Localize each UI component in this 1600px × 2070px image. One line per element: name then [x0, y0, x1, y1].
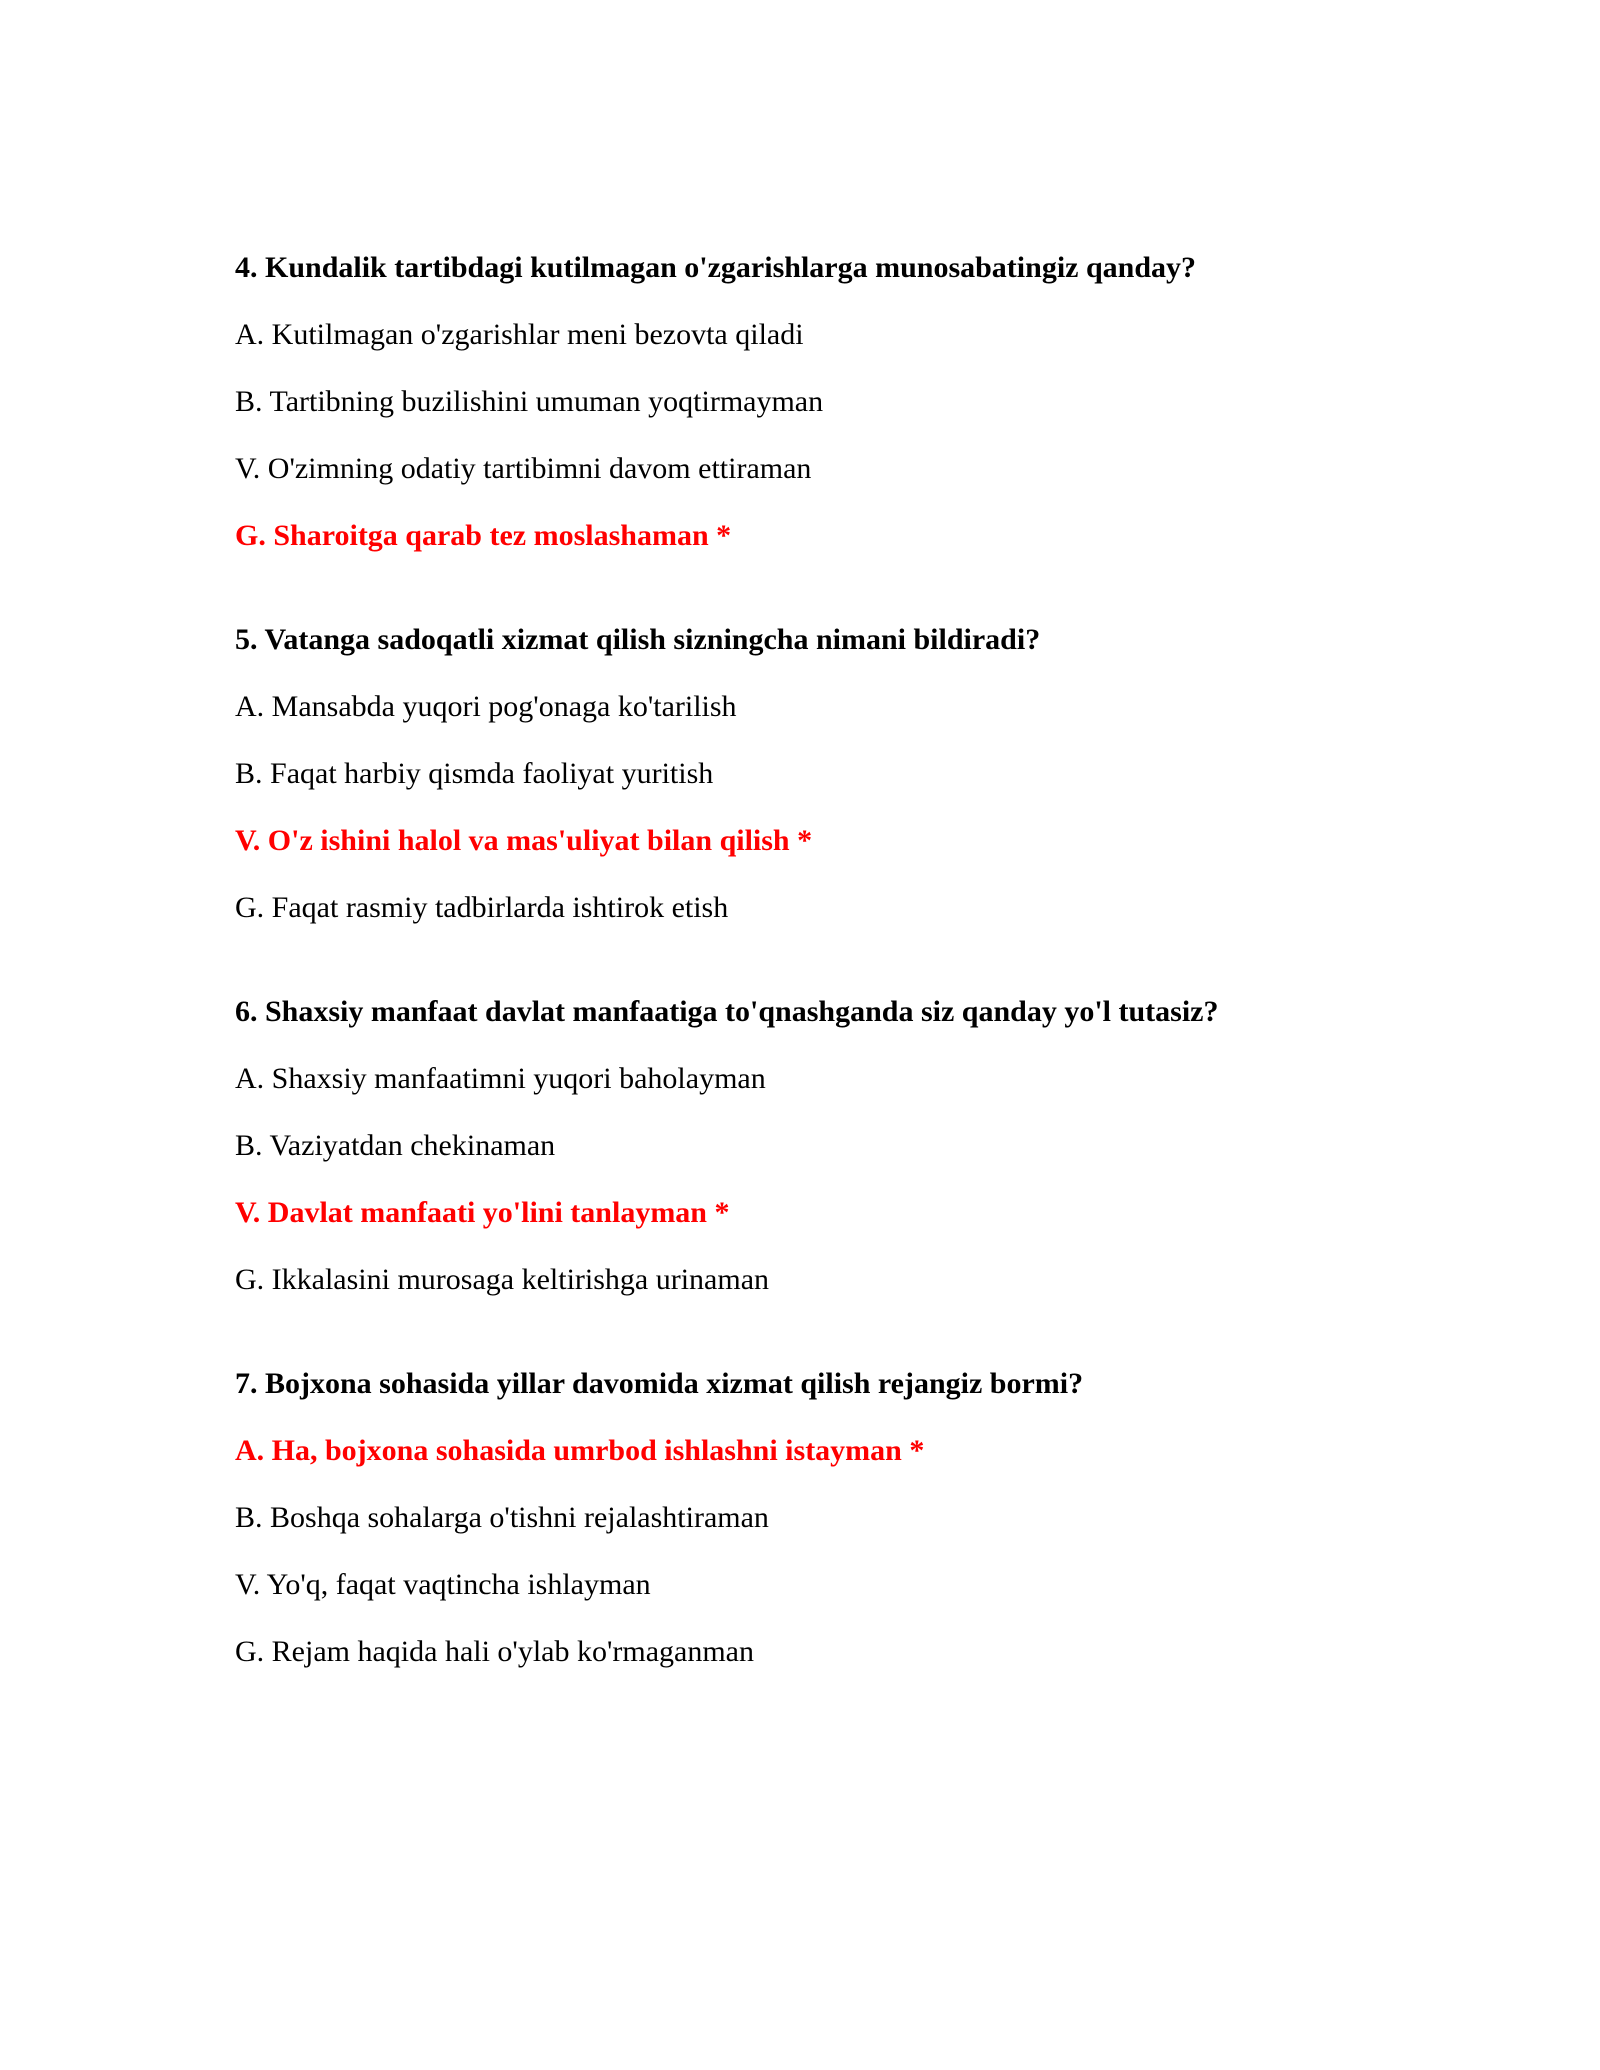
question-block-7: [235, 1366, 1535, 1670]
question-title: 4. Kundalik tartibdagi kutilmagan o'zgarishlarga munosabatingiz qanday?: [235, 251, 1197, 284]
answer-option-v: V. Davlat manfaati yo'lini tanlayman *: [235, 1196, 730, 1229]
answer-option-g: G. Sharoitga qarab tez moslashaman *: [235, 519, 732, 552]
question-title: 7. Bojxona sohasida yillar davomida xizmat qilish rejangiz bormi?: [235, 1367, 1084, 1400]
question-title: 6. Shaxsiy manfaat davlat manfaatiga to'qnashganda siz qanday yo'l tutasiz?: [235, 995, 1219, 1028]
question-block-6: [235, 994, 1535, 1298]
answer-option-b: B. Tartibning buzilishini umuman yoqtirmayman: [235, 385, 824, 418]
answer-option-g: G. Faqat rasmiy tadbirlarda ishtirok etish: [235, 891, 729, 924]
question-block-5: [235, 622, 1535, 926]
answer-option-b: B. Faqat harbiy qismda faoliyat yuritish: [235, 757, 714, 790]
question-title: 5. Vatanga sadoqatli xizmat qilish sizningcha nimani bildiradi?: [235, 623, 1041, 656]
answer-option-a: A. Ha, bojxona sohasida umrbod ishlashni istayman *: [235, 1434, 925, 1467]
answer-option-a: A. Mansabda yuqori pog'onaga ko'tarilish: [235, 690, 737, 723]
answer-option-g: G. Rejam haqida hali o'ylab ko'rmaganman: [235, 1635, 754, 1668]
answer-option-g: G. Ikkalasini murosaga keltirishga urinaman: [235, 1263, 770, 1296]
answer-option-v: V. Yo'q, faqat vaqtincha ishlayman: [235, 1568, 651, 1601]
answer-option-a: A. Kutilmagan o'zgarishlar meni bezovta qiladi: [235, 318, 804, 351]
answer-option-b: B. Vaziyatdan chekinaman: [235, 1129, 556, 1162]
document-page: [235, 250, 1535, 1738]
question-block-4: [235, 250, 1535, 554]
answer-option-b: B. Boshqa sohalarga o'tishni rejalashtiraman: [235, 1501, 769, 1534]
answer-option-v: V. O'zimning odatiy tartibimni davom ettiraman: [235, 452, 812, 485]
answer-option-a: A. Shaxsiy manfaatimni yuqori baholayman: [235, 1062, 766, 1095]
answer-option-v: V. O'z ishini halol va mas'uliyat bilan qilish *: [235, 824, 813, 857]
